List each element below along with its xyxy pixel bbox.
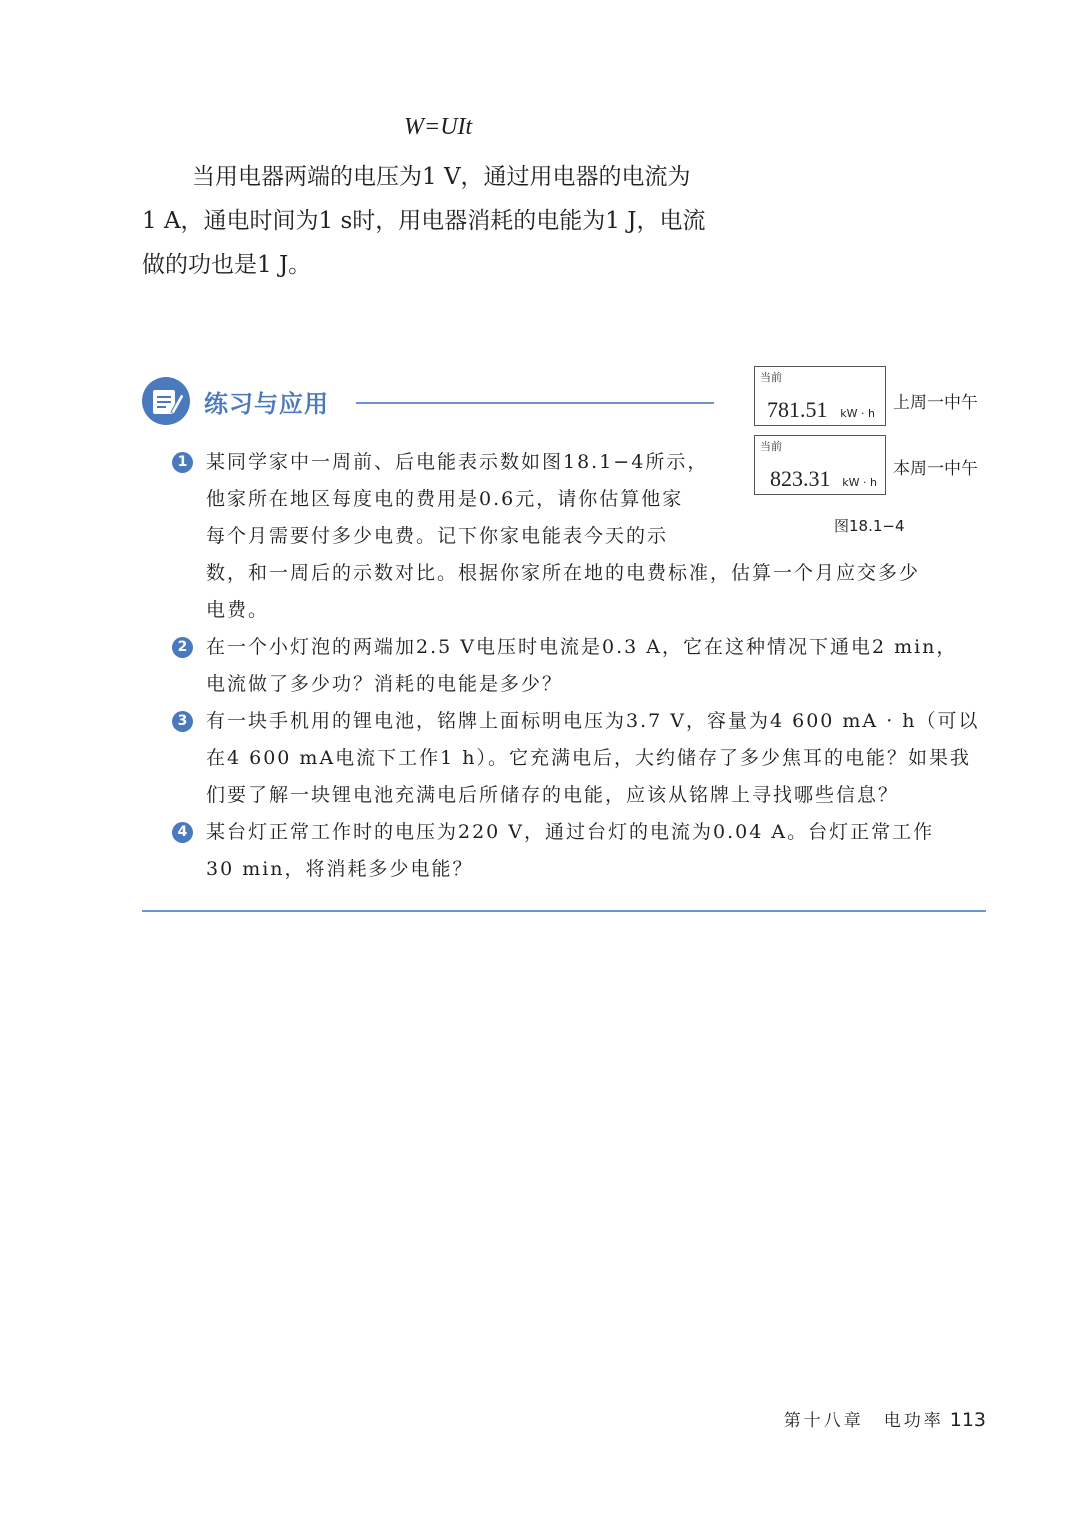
meter-unit: kW · h bbox=[842, 476, 877, 489]
exercise-line: 他家所在地区每度电的费用是0.6元，请你估算他家 bbox=[206, 488, 684, 510]
section-end-divider bbox=[142, 910, 986, 912]
exercise-3 bbox=[206, 703, 980, 814]
exercise-line: 在一个小灯泡的两端加2.5 V电压时电流是0.3 A，它在这种情况下通电2 min， bbox=[206, 636, 958, 658]
exercise-1 bbox=[206, 444, 920, 629]
meter-tag: 当前 bbox=[760, 371, 782, 384]
meter-unit: kW · h bbox=[840, 407, 875, 420]
body-paragraph bbox=[142, 155, 762, 287]
exercise-2 bbox=[206, 629, 957, 703]
exercise-line: 们要了解一块锂电池充满电后所储存的电能，应该从铭牌上寻找哪些信息？ bbox=[206, 784, 900, 806]
section-title: 练习与应用 bbox=[204, 390, 329, 418]
meter-tag: 当前 bbox=[760, 440, 782, 453]
exercise-line: 每个月需要付多少电费。记下你家电能表今天的示 bbox=[206, 525, 669, 547]
exercise-number-2: 2 bbox=[172, 637, 193, 658]
chapter-title: 第十八章 电功率 bbox=[783, 1411, 944, 1431]
meter-note-last-week: 上周一中午 bbox=[893, 393, 978, 413]
page-footer bbox=[784, 1406, 986, 1431]
exercise-number-1: 1 bbox=[172, 452, 193, 473]
exercise-line: 有一块手机用的锂电池，铭牌上面标明电压为3.7 V，容量为4 600 mA · h（可以 bbox=[206, 710, 980, 732]
meter-note-this-week: 本周一中午 bbox=[893, 459, 978, 479]
exercise-number-3: 3 bbox=[172, 711, 193, 732]
exercise-line: 在4 600 mA电流下工作1 h）。它充满电后，大约储存了多少焦耳的电能？如果我 bbox=[206, 747, 972, 769]
formula: W=UIt bbox=[404, 114, 473, 140]
exercise-line: 某台灯正常工作时的电压为220 V，通过台灯的电流为0.04 A。台灯正常工作 bbox=[206, 821, 935, 843]
exercise-number-4: 4 bbox=[172, 822, 193, 843]
figure-caption: 图18.1−4 bbox=[834, 517, 905, 535]
exercise-4 bbox=[206, 814, 934, 888]
notepad-pencil-icon bbox=[141, 376, 191, 426]
exercise-line: 30 min，将消耗多少电能？ bbox=[206, 858, 474, 880]
meter-value: 823.31 bbox=[770, 466, 831, 491]
exercise-line: 数，和一周后的示数对比。根据你家所在地的电费标准，估算一个月应交多少 bbox=[206, 562, 921, 584]
page-number: 113 bbox=[949, 1409, 986, 1431]
exercise-line: 某同学家中一周前、后电能表示数如图18.1−4所示， bbox=[206, 451, 709, 473]
paragraph-line-3: 做的功也是1 J。 bbox=[142, 252, 312, 278]
meter-display-last-week bbox=[754, 366, 886, 426]
section-divider bbox=[356, 402, 714, 404]
paragraph-line-2: 1 A，通电时间为1 s时，用电器消耗的电能为1 J，电流 bbox=[142, 208, 706, 234]
exercise-line: 电费。 bbox=[206, 599, 270, 621]
exercise-line: 电流做了多少功？消耗的电能是多少？ bbox=[206, 673, 564, 695]
paragraph-line-1: 当用电器两端的电压为1 V，通过用电器的电流为 bbox=[192, 164, 691, 190]
meter-value: 781.51 bbox=[767, 397, 828, 422]
